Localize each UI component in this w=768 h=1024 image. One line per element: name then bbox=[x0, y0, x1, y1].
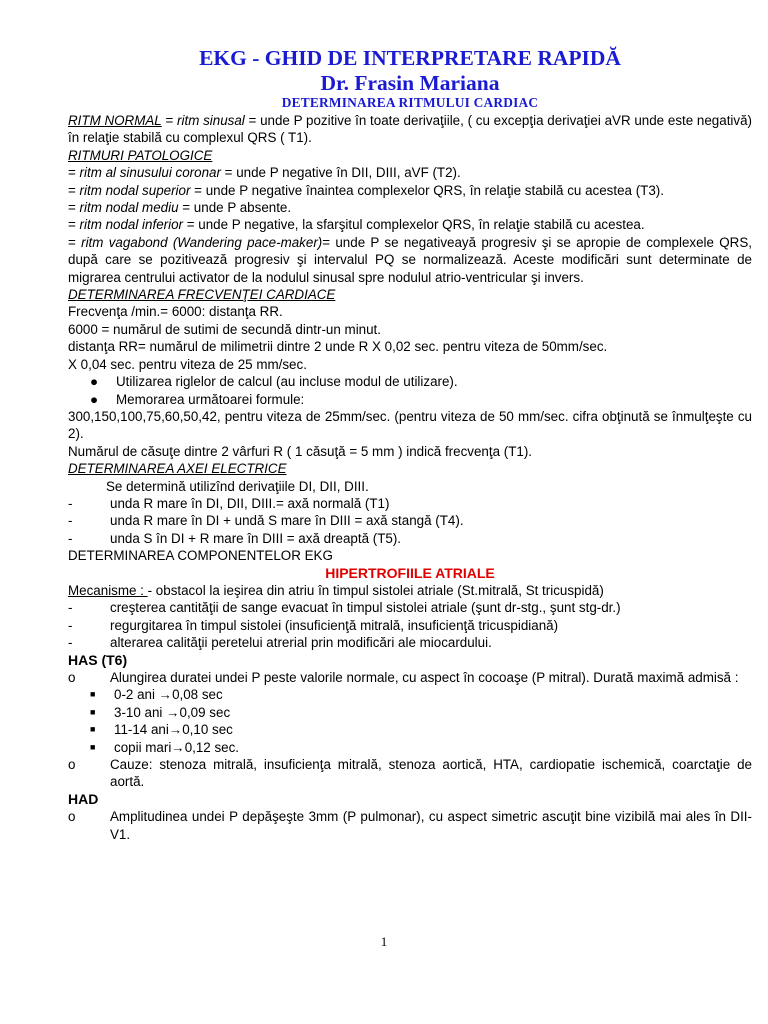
ritm-normal-text: = unde P pozitive în toate derivaţiile, ( cu excepţia derivaţiei aVR unde este negativă) în relaţie stabilă cu complexul QRS ( T1). bbox=[68, 113, 752, 146]
circle-bullet-icon: o bbox=[68, 670, 76, 685]
mecanisme-label: Mecanisme : bbox=[68, 582, 148, 598]
ritm-item: = ritm nodal superior = unde P negative înaintea complexelor QRS, în relaţie stabilă cu acestea (T3). bbox=[68, 182, 664, 198]
axa-item: - unda R mare în DI, DII, DIII.= axă normală (T1) bbox=[68, 495, 390, 511]
had-paragraph: o Amplitudinea undei P depăşeşte 3mm (P pulmonar), cu aspect simetric ascuţit bine vizibilă mai ales în DII-V1. bbox=[68, 809, 752, 842]
bullet-item: ● Utilizarea riglelor de calcul (au incluse modul de utilizare). bbox=[90, 374, 458, 390]
has-paragraph: o Alungirea duratei undei P peste valorile normale, cu aspect în cocoaşe (P mitral). Durată maximă admisă : bbox=[68, 670, 739, 685]
page-number: 1 bbox=[380, 934, 388, 949]
ritm-item: = ritm nodal mediu = unde P absente. bbox=[68, 200, 292, 216]
section-heading-ritm: DETERMINAREA RITMULUI CARDIAC bbox=[281, 95, 539, 110]
mecanism-item: - regurgitarea în timpul sistolei (insuficienţă mitrală, insuficienţă tricuspidiană) bbox=[68, 617, 559, 633]
frecventa-line: 6000 = numărul de sutimi de secundă dintr-un minut. bbox=[68, 321, 381, 337]
had-heading: HAD bbox=[68, 790, 99, 807]
axa-item: - unda R mare în DI + undă S mare în DIII = axă stangă (T4). bbox=[68, 513, 464, 529]
mecanism-item: - alterarea calităţii peretelui atrerial prin modificări ale miocardului. bbox=[68, 635, 492, 651]
ritm-normal-paragraph: RITM NORMAL = ritm sinusal = unde P pozitive în toate derivaţiile, ( cu excepţia derivaţiei aVR unde este negativă) în relaţie stabilă cu complexul QRS ( T1). bbox=[68, 113, 752, 146]
frecventa-heading: DETERMINAREA FRECVENŢEI CARDIACE bbox=[68, 287, 336, 303]
axa-heading: DETERMINAREA AXEI ELECTRICE bbox=[68, 461, 287, 477]
square-bullet-icon: ■ bbox=[90, 689, 96, 700]
ritm-item: = ritm vagabond (Wandering pace-maker)= unde P se negativeayă progresiv şi se apropie de complexele QRS, după care se pozitivează progresiv şi intervalul PQ se normalizează. Aceste modificări sunt determinate de migrarea centrului activator de la nodulul sinusal spre nodulul atrio-ventricular şi invers. bbox=[68, 234, 752, 285]
axa-intro: Se determină utilizînd derivaţiile DI, DII, DIII. bbox=[106, 478, 369, 494]
cauze-paragraph: o Cauze: stenoza mitrală, insuficienţa mitrală, stenoza aortică, HTA, cardiopatie ischemică, coarctaţie de aortă. bbox=[68, 757, 752, 790]
bullet-item: ● Memorarea următoarei formule: bbox=[90, 391, 305, 407]
square-bullet-icon: ■ bbox=[90, 741, 96, 752]
circle-bullet-icon: o bbox=[68, 809, 76, 825]
arrow-icon: → bbox=[166, 704, 180, 720]
circle-bullet-icon: o bbox=[68, 757, 76, 773]
document-author: Dr. Frasin Mariana bbox=[320, 71, 500, 95]
frecventa-line: Frecvenţa /min.= 6000: distanţa RR. bbox=[68, 304, 283, 320]
age-item: ■ 0-2 ani →0,08 sec bbox=[90, 687, 223, 703]
componente-heading: DETERMINAREA COMPONENTELOR EKG bbox=[68, 548, 333, 564]
mecanism-item: - creşterea cantităţii de sange evacuat în timpul sistolei atriale (şunt dr-stg., şunt stg-dr.) bbox=[68, 600, 621, 616]
square-bullet-icon: ■ bbox=[90, 724, 96, 735]
axa-item: - unda S în DI + R mare în DIII = axă dreaptă (T5). bbox=[68, 530, 402, 546]
mecanisme-paragraph: Mecanisme : - obstacol la ieşirea din atriu în timpul sistolei atriale (St.mitrală, St tricuspidă) bbox=[68, 582, 604, 598]
ritm-normal-term: ritm sinusal bbox=[177, 113, 245, 128]
frecventa-line: distanţa RR= numărul de milimetrii dintre 2 unde R X 0,02 sec. pentru viteza de 50mm/sec. bbox=[68, 339, 608, 355]
frecventa-line: X 0,04 sec. pentru viteza de 25 mm/sec. bbox=[68, 356, 307, 372]
age-item: ■ 3-10 ani →0,09 sec bbox=[90, 704, 231, 720]
age-item: ■ copii mari→0,12 sec. bbox=[90, 739, 240, 755]
bullet-icon: ● bbox=[90, 374, 99, 390]
square-bullet-icon: ■ bbox=[90, 706, 96, 717]
ritm-item: = ritm nodal inferior = unde P negative, la sfarşitul complexelor QRS, în relaţie stabilă cu acestea. bbox=[68, 217, 645, 233]
document-title: EKG - GHID DE INTERPRETARE RAPIDĂ bbox=[199, 46, 621, 70]
age-item: ■ 11-14 ani→0,10 sec bbox=[90, 722, 233, 738]
hipertrofii-heading: HIPERTROFIILE ATRIALE bbox=[325, 564, 495, 581]
arrow-icon: → bbox=[158, 687, 173, 703]
ritm-item: = ritm al sinusului coronar = unde P negative în DII, DIII, aVF (T2). bbox=[68, 165, 461, 181]
frecventa-casute: Numărul de căsuţe dintre 2 vârfuri R ( 1 căsuţă = 5 mm ) indică frecvenţa (T1). bbox=[68, 443, 533, 459]
ritm-normal-label: RITM NORMAL bbox=[68, 113, 162, 128]
bullet-icon: ● bbox=[90, 391, 99, 407]
arrow-icon: → bbox=[168, 722, 183, 738]
arrow-icon: → bbox=[171, 739, 185, 755]
frecventa-formula: 300,150,100,75,60,50,42, pentru viteza de 25mm/sec. (pentru viteza de 50 mm/sec. cifra obţinută se înmulţeşte cu 2). bbox=[68, 408, 752, 442]
has-heading: HAS (T6) bbox=[68, 651, 128, 668]
ritmuri-patologice-label: RITMURI PATOLOGICE bbox=[68, 147, 213, 163]
